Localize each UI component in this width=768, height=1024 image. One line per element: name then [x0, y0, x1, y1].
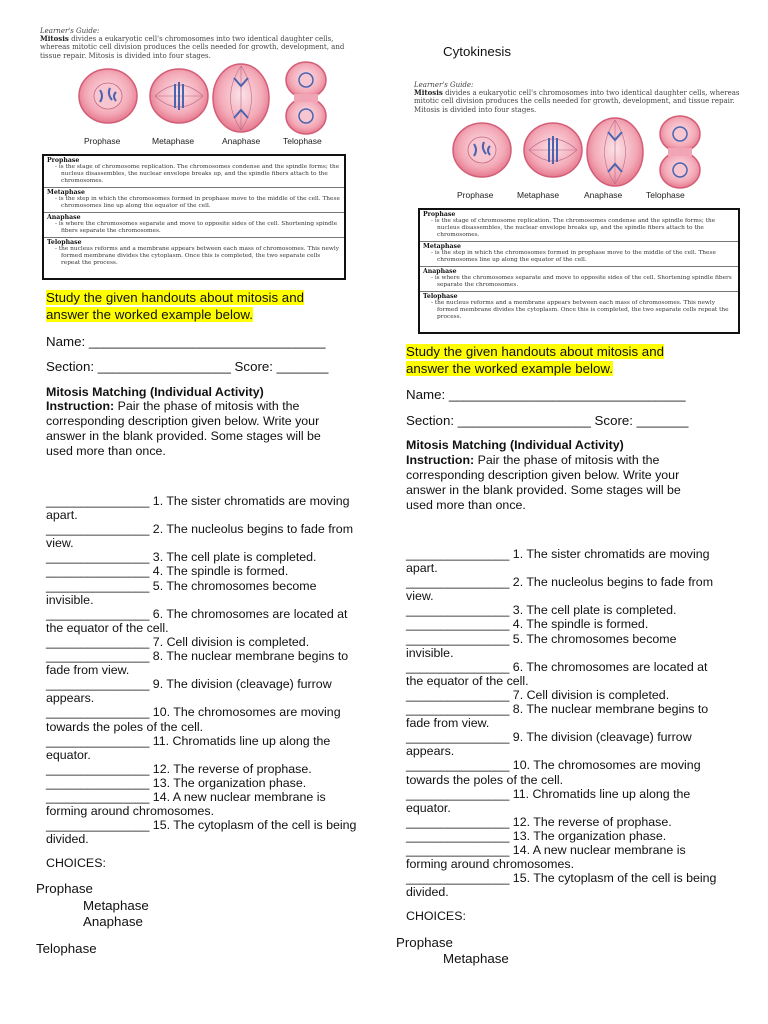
learners-guide-term: Mitosis: [40, 34, 69, 44]
matching-items-left: [46, 494, 364, 846]
list-item[interactable]: _______________ 5. The chromosomes become invisible.: [406, 631, 677, 660]
stage-label-metaphase: Metaphase: [517, 190, 560, 200]
list-item[interactable]: _______________ 14. A new nuclear membrane is forming around chromosomes.: [46, 789, 326, 819]
list-item[interactable]: _______________ 13. The organization phase.: [406, 828, 667, 843]
section-score-field-left[interactable]: Section: __________________ Score: _______: [46, 359, 329, 374]
stage-label-anaphase: Anaphase: [222, 136, 261, 146]
learners-guide-title: Learner's Guide:: [40, 27, 100, 35]
stage-label-metaphase: Metaphase: [152, 136, 195, 146]
choice-anaphase-left: Anaphase: [83, 914, 143, 929]
list-item[interactable]: _______________ 6. The chromosomes are located at the equator of the cell.: [46, 606, 348, 635]
study-instruction-highlight-right: Study the given handouts about mitosis and answer the worked example below.: [406, 344, 664, 376]
table-row: Anaphase - is where the chromosomes separate and move to opposite sides of the cell. Shortening spindle fibers separate the chromosomes.: [44, 213, 344, 238]
list-item[interactable]: _______________ 5. The chromosomes become invisible.: [46, 578, 317, 607]
table-row: Telophase - the nucleus reforms and a membrane appears between each mass of chromosomes. This newly formed membrane divides the cytoplasm. Once this is completed, the two separate cells repeat the process.: [47, 239, 339, 266]
list-item[interactable]: _______________ 12. The reverse of prophase.: [46, 761, 312, 776]
list-item[interactable]: _______________ 15. The cytoplasm of the cell is being divided.: [46, 818, 357, 847]
learners-guide-text: divides a eukaryotic cell's chromosomes into two identical daughter cells, whereas mitotic cell division produces the cells needed for growth, development, and tissue repair. Mitosis is divided into four stages.: [40, 35, 345, 60]
table-row: Prophase - is the stage of chromosome replication. The chromosomes condense and the spindle forms; the nucleus disassembles, the nuclear envelope breaks up, and the spindle fibers attach to the chromosomes.: [420, 210, 738, 242]
choices-label-right: CHOICES:: [406, 909, 466, 923]
list-item[interactable]: _______________ 11. Chromatids line up along the equator.: [46, 733, 331, 762]
choice-metaphase-left: Metaphase: [83, 898, 149, 913]
list-item[interactable]: _______________ 13. The organization phase.: [46, 775, 307, 790]
list-item[interactable]: _______________ 10. The chromosomes are moving towards the poles of the cell.: [406, 758, 701, 787]
prophase-cell-icon: [453, 123, 511, 177]
list-item[interactable]: _______________ 9. The division (cleavage) furrow appears.: [406, 730, 692, 759]
activity-title-left: Mitosis Matching (Individual Activity): [46, 385, 264, 399]
list-item[interactable]: _______________ 3. The cell plate is completed.: [46, 550, 317, 565]
list-item[interactable]: _______________ 7. Cell division is completed.: [406, 687, 670, 702]
mitosis-stages-illustration-left: [40, 60, 360, 140]
learners-guide-right: Learner's Guide: Mitosis divides a eukaryotic cell's chromosomes into two identical daughter cells, whereas mitotic cell division produces the cells needed for growth, development, and tissue repair. Mitosis is divided into four stages.: [414, 81, 740, 114]
list-item[interactable]: _______________ 8. The nuclear membrane begins to fade from view.: [406, 702, 709, 731]
list-item[interactable]: _______________ 1. The sister chromatids are moving apart.: [46, 494, 350, 523]
activity-title-right: Mitosis Matching (Individual Activity): [406, 438, 624, 452]
stage-label-prophase: Prophase: [84, 136, 121, 146]
list-item[interactable]: _______________ 3. The cell plate is completed.: [406, 603, 677, 618]
list-item[interactable]: _______________ 2. The nucleolus begins to fade from view.: [46, 522, 354, 551]
list-item[interactable]: _______________ 2. The nucleolus begins to fade from view.: [406, 575, 714, 604]
matching-items-right: [406, 547, 724, 899]
list-item[interactable]: _______________ 4. The spindle is formed.: [46, 564, 289, 579]
name-field-right[interactable]: Name: ________________________________: [406, 387, 686, 402]
learners-guide-left: [40, 27, 360, 60]
cytokinesis-title: Cytokinesis: [443, 44, 511, 59]
list-item[interactable]: _______________ 15. The cytoplasm of the cell is being divided.: [406, 871, 717, 900]
telophase-cell-icon: [286, 62, 326, 134]
list-item[interactable]: _______________ 8. The nuclear membrane begins to fade from view.: [46, 649, 349, 678]
list-item[interactable]: _______________ 7. Cell division is completed.: [46, 634, 310, 649]
phase-description-table-left: [42, 154, 346, 280]
stage-label-prophase: Prophase: [457, 190, 494, 200]
phase-description-table-right: [418, 208, 740, 334]
choice-telophase-left: Telophase: [36, 941, 97, 956]
choice-prophase-left: Prophase: [36, 881, 93, 896]
prophase-cell-icon: [79, 69, 137, 123]
metaphase-cell-icon: [150, 69, 208, 123]
list-item[interactable]: _______________ 11. Chromatids line up along the equator.: [406, 786, 691, 815]
list-item[interactable]: _______________ 6. The chromosomes are located at the equator of the cell.: [406, 659, 708, 688]
name-field-left[interactable]: Name: ________________________________: [46, 334, 326, 349]
list-item[interactable]: _______________ 10. The chromosomes are moving towards the poles of the cell.: [46, 705, 341, 734]
list-item[interactable]: _______________ 12. The reverse of prophase.: [406, 814, 672, 829]
instruction-right: Instruction: Pair the phase of mitosis with the corresponding description given below. Write your answer in the blank provided. Some stages will be used more than once.: [406, 453, 681, 512]
table-row: Anaphase - is where the chromosomes separate and move to opposite sides of the cell. Shortening spindle fibers separate the chromosomes.: [420, 267, 738, 292]
anaphase-cell-icon: [587, 118, 643, 186]
metaphase-cell-icon: [524, 123, 582, 177]
table-row: Telophase - the nucleus reforms and a membrane appears between each mass of chromosomes. This newly formed membrane divides the cytoplasm. Once this is completed, the two separate cells repeat the process.: [423, 293, 729, 320]
stage-label-telophase: Telophase: [283, 136, 322, 146]
section-score-field-right[interactable]: Section: __________________ Score: _______: [406, 413, 689, 428]
stage-label-anaphase: Anaphase: [584, 190, 623, 200]
study-instruction-highlight-left: Study the given handouts about mitosis and answer the worked example below.: [46, 290, 304, 322]
mitosis-stages-illustration-right: [414, 112, 734, 194]
list-item[interactable]: _______________ 1. The sister chromatids are moving apart.: [406, 547, 710, 576]
choice-prophase-right: Prophase: [396, 935, 453, 950]
table-row: Metaphase - is the step in which the chromosomes formed in prophase move to the middle of the cell. These chromosomes line up along the equator of the cell.: [44, 188, 344, 213]
telophase-cell-icon: [660, 116, 700, 188]
table-row: Prophase - is the stage of chromosome replication. The chromosomes condense and the spindle forms; the nucleus disassembles, the nuclear envelope breaks up, and the spindle fibers attach to the chromosomes.: [44, 156, 344, 188]
table-row: Metaphase - is the step in which the chromosomes formed in prophase move to the middle of the cell. These chromosomes line up along the equator of the cell.: [420, 242, 738, 267]
instruction-left: Instruction: Pair the phase of mitosis with the corresponding description given below. Write your answer in the blank provided. Some stages will be used more than once.: [46, 399, 321, 458]
list-item[interactable]: _______________ 4. The spindle is formed.: [406, 617, 649, 632]
list-item[interactable]: _______________ 14. A new nuclear membrane is forming around chromosomes.: [406, 842, 686, 872]
stage-label-telophase: Telophase: [646, 190, 685, 200]
choices-label-left: CHOICES:: [46, 856, 106, 870]
anaphase-cell-icon: [213, 64, 269, 132]
list-item[interactable]: _______________ 9. The division (cleavage) furrow appears.: [46, 677, 332, 706]
choice-metaphase-right: Metaphase: [443, 951, 509, 966]
